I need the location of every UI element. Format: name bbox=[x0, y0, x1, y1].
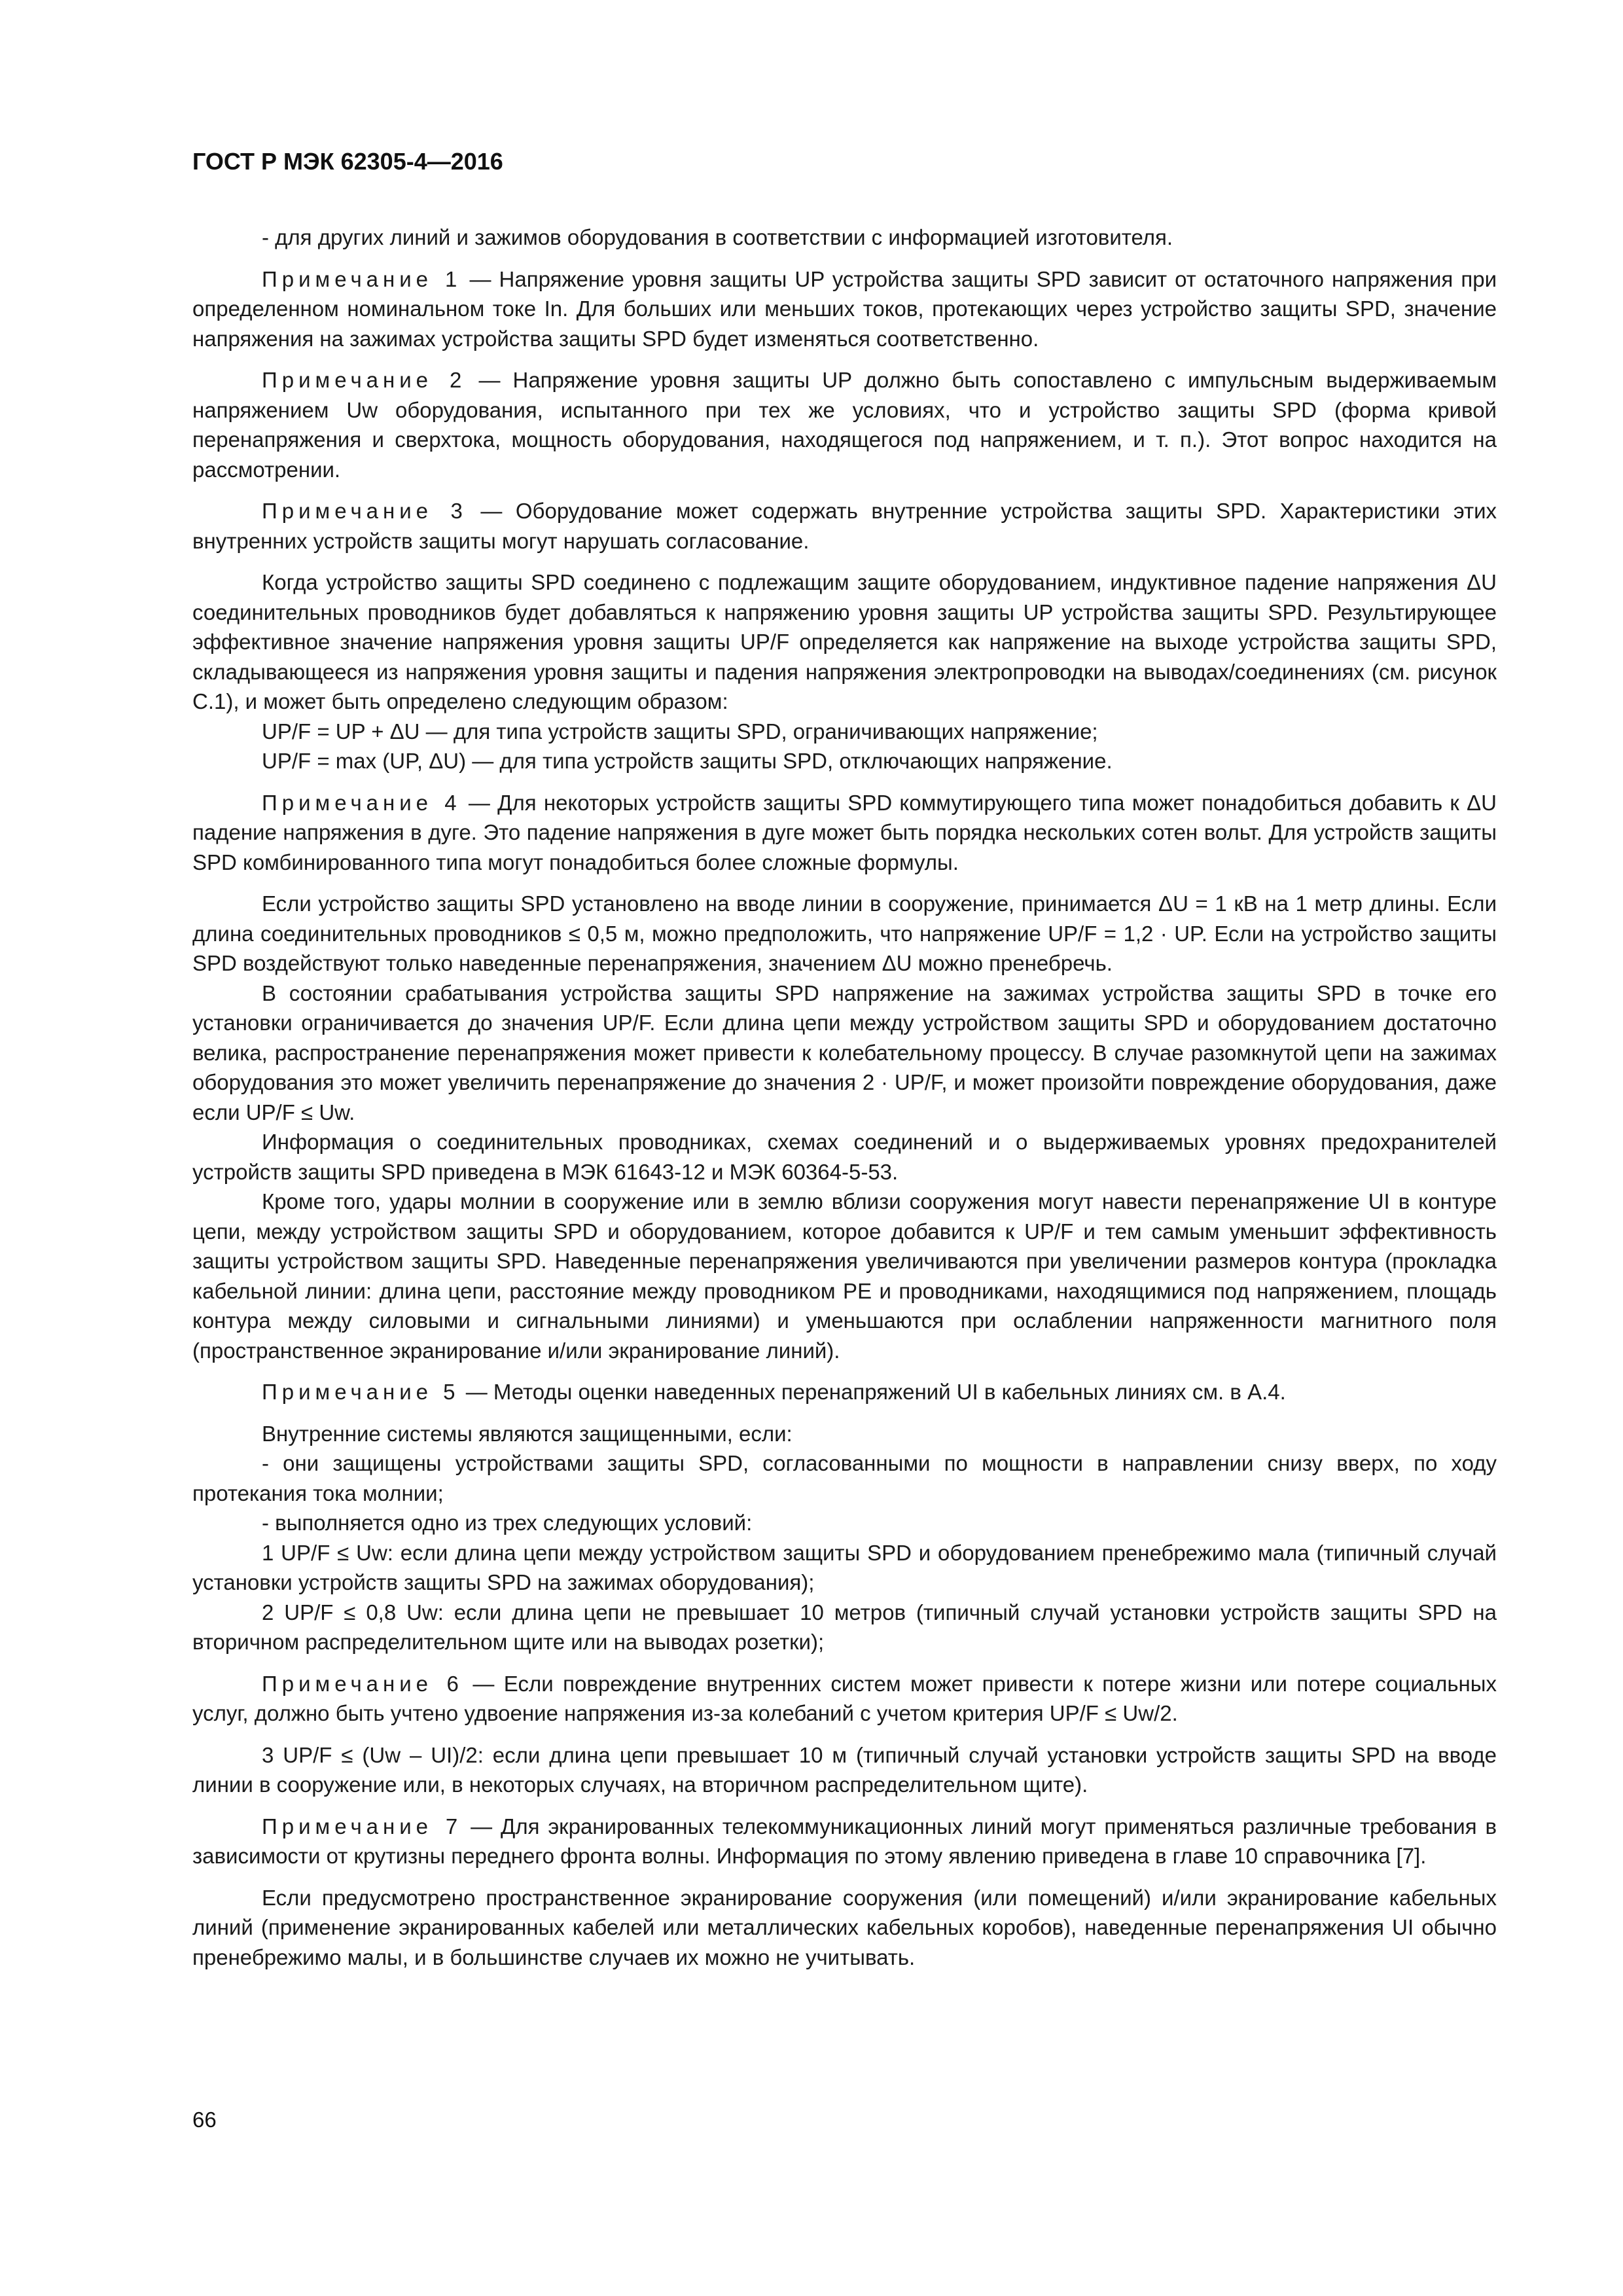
page-number: 66 bbox=[192, 2108, 217, 2132]
document-header: ГОСТ Р МЭК 62305-4—2016 bbox=[192, 148, 503, 175]
note-paragraph bbox=[192, 1669, 1497, 1729]
note-label: Примечание 6 bbox=[262, 1671, 463, 1696]
condition-item: 3 UP/F ≤ (Uw – UI)/2: если длина цепи превышает 10 м (типичный случай установки устройств защиты SPD на вводе линии в сооружение или, в некоторых случаях, на вторичном распределительном щите). bbox=[192, 1742, 1497, 1797]
paragraph: - для других линий и зажимов оборудования в соответствии с информацией изготовителя. bbox=[262, 225, 1173, 249]
paragraph: В состоянии срабатывания устройства защиты SPD напряжение на зажимах устройства защиты SPD в точке его установки ограничивается до значения UP/F. Если длина цепи между устройством защиты SPD и оборудованием достаточно велика, распространение перенапряжения может привести к колебательному процессу. В случае разомкнутой цепи на зажимах оборудования это может увеличить перенапряжение до значения 2 · UP/F, и может произойти повреждение оборудования, даже если UP/F ≤ Uw. bbox=[192, 980, 1497, 1124]
note-label: Примечание 2 bbox=[262, 368, 467, 392]
note-label: Примечание 3 bbox=[262, 499, 467, 523]
note-text: — Если повреждение внутренних систем может привести к потере жизни или потере социальных услуг, должно быть учтено удвоение напряжения из-за колебаний с учетом критерия UP/F ≤ Uw/2. bbox=[192, 1671, 1497, 1725]
note-text: — Для экранированных телекоммуникационных линий могут применяться различные требования в зависимости от крутизны переднего фронта волны. Информация по этому явлению приведена в главе 10 справочника [7]. bbox=[192, 1814, 1497, 1868]
paragraph: Если предусмотрено пространственное экранирование сооружения (или помещений) и/или экранирование кабельных линий (применение экранированных кабелей или металлических кабельных коробов), наведенные перенапряжения UI обычно пренебрежимо малы, и в большинстве случаев их можно не учитывать. bbox=[192, 1885, 1497, 1969]
note-paragraph bbox=[192, 788, 1497, 878]
paragraph: Кроме того, удары молнии в сооружение или в землю вблизи сооружения могут навести перенапряжение UI в контуре цепи, между устройством защиты SPD и оборудованием, которое добавится к UP/F и тем самым уменьшит эффективность защиты устройством защиты SPD. Наведенные перенапряжения увеличиваются при увеличении размеров контура (прокладка кабельной линии: длина цепи, расстояние между проводником РЕ и проводниками, находящимися под напряжением, площадь контура между силовыми и сигнальными линиями) и уменьшаются при ослаблении напряженности магнитного поля (пространственное экранирование и/или экранирование линий). bbox=[192, 1189, 1497, 1363]
note-paragraph bbox=[192, 264, 1497, 354]
note-label: Примечание 1 bbox=[262, 266, 462, 291]
note-text: — Методы оценки наведенных перенапряжений UI в кабельных линиях см. в А.4. bbox=[465, 1380, 1286, 1404]
paragraph: Внутренние системы являются защищенными, если: bbox=[262, 1421, 793, 1446]
note-text: — Напряжение уровня защиты UP должно быть сопоставлено с импульсным выдерживаемым напряжением Uw оборудования, испытанного при тех же условиях, что и устройство защиты SPD (форма кривой перенапряжения и сверхтока, мощность оборудования, находящегося под напряжением, и т. п.). Этот вопрос находится на рассмотрении. bbox=[192, 368, 1497, 482]
note-paragraph bbox=[192, 365, 1497, 484]
note-text: — Для некоторых устройств защиты SPD коммутирующего типа может понадобиться добавить к ΔU падение напряжения в дуге. Это падение напряжения в дуге может быть порядка нескольких сотен вольт. Для устройств защиты SPD комбинированного типа могут понадобиться более сложные формулы. bbox=[192, 790, 1497, 874]
note-paragraph bbox=[192, 496, 1497, 556]
note-paragraph bbox=[192, 1377, 1497, 1407]
document-body bbox=[192, 223, 1497, 1972]
condition-item: 2 UP/F ≤ 0,8 Uw: если длина цепи не превышает 10 метров (типичный случай установки устройств защиты SPD на вторичном распределительном щите или на выводах розетки); bbox=[192, 1600, 1497, 1654]
paragraph: Если устройство защиты SPD установлено на вводе линии в сооружение, принимается ΔU = 1 кВ на 1 метр длины. Если длина соединительных проводников ≤ 0,5 м, можно предположить, что напряжение UP/F = 1,2 · UP. Если на устройство защиты SPD воздействуют только наведенные перенапряжения, значением ΔU можно пренебречь. bbox=[192, 891, 1497, 975]
paragraph: Информация о соединительных проводниках, схемах соединений и о выдерживаемых уровнях предохранителей устройств защиты SPD приведена в МЭК 61643-12 и МЭК 60364-5-53. bbox=[192, 1130, 1497, 1184]
note-text: — Оборудование может содержать внутренние устройства защиты SPD. Характеристики этих внутренних устройств защиты могут нарушать согласование. bbox=[192, 499, 1497, 553]
condition-item: 1 UP/F ≤ Uw: если длина цепи между устройством защиты SPD и оборудованием пренебрежимо мала (типичный случай установки устройств защиты SPD на зажимах оборудования); bbox=[192, 1540, 1497, 1594]
note-label: Примечание 5 bbox=[262, 1380, 460, 1404]
note-label: Примечание 7 bbox=[262, 1814, 463, 1839]
note-label: Примечание 4 bbox=[262, 790, 461, 815]
list-item: - они защищены устройствами защиты SPD, согласованными по мощности в направлении снизу вверх, по ходу протекания тока молнии; bbox=[192, 1451, 1497, 1505]
list-item: - выполняется одно из трех следующих условий: bbox=[262, 1511, 753, 1535]
note-text: — Напряжение уровня защиты UP устройства защиты SPD зависит от остаточного напряжения при определенном номинальном токе In. Для больших или меньших токов, протекающих через устройство защиты SPD, значение напряжения на зажимах устройства защиты SPD будет изменяться соответственно. bbox=[192, 266, 1497, 351]
formula-line: UP/F = UP + ΔU — для типа устройств защиты SPD, ограничивающих напряжение; bbox=[262, 719, 1098, 744]
formula-line: UP/F = max (UP, ΔU) — для типа устройств защиты SPD, отключающих напряжение. bbox=[262, 749, 1113, 773]
paragraph: Когда устройство защиты SPD соединено с подлежащим защите оборудованием, индуктивное падение напряжения ΔU соединительных проводников будет добавляться к напряжению уровня защиты UP устройства защиты SPD. Результирующее эффективное значение напряжения уровня защиты UP/F определяется как напряжение на выходе устройства защиты SPD, складывающееся из напряжения уровня защиты и падения напряжения электропроводки на выводах/соединениях (см. рисунок С.1), и может быть определено следующим образом: bbox=[192, 570, 1497, 713]
note-paragraph bbox=[192, 1812, 1497, 1871]
